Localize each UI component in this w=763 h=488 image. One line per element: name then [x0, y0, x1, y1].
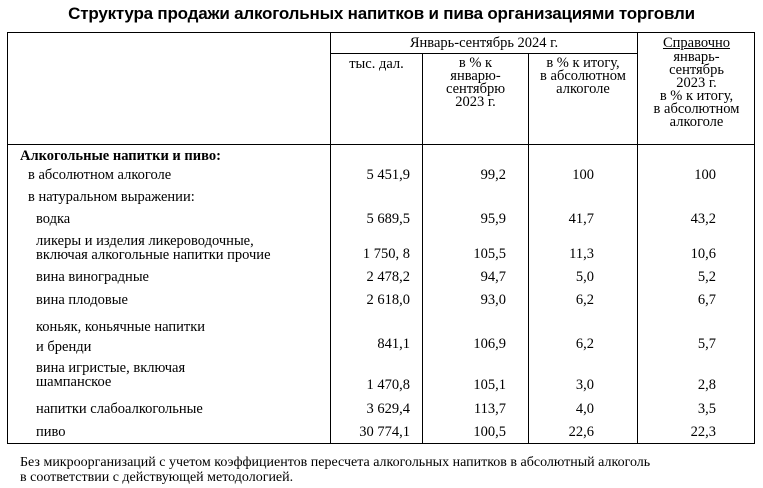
- cell-value: 10,6: [690, 246, 716, 262]
- cell-value: 100,5: [473, 424, 506, 440]
- reference-title: Справочно: [662, 35, 731, 51]
- cell-value: 113,7: [473, 401, 506, 417]
- cell-value: 4,0: [575, 401, 594, 417]
- label-line: и бренди: [36, 339, 92, 355]
- row-label-cognac: [36, 317, 205, 357]
- header-line: алкоголе: [556, 81, 610, 97]
- label-line: ликеры и изделия ликероводочные,: [36, 233, 254, 249]
- cell-value: 100: [694, 167, 716, 183]
- cell-value: 5,7: [697, 336, 716, 352]
- header-line: алкоголе: [669, 114, 724, 130]
- col-header-thousand-dal: тыс. дал.: [349, 56, 404, 72]
- footnote: [20, 455, 760, 485]
- col-header-reference: [638, 36, 755, 129]
- table-title: Структура продажи алкогольных напитков и пива организациями торговли: [68, 4, 695, 23]
- header-line: 2023 г.: [676, 75, 717, 91]
- col-divider: [330, 33, 331, 443]
- footnote-line: в соответствии с действующей методологией.: [20, 470, 294, 485]
- cell-value: 105,5: [473, 246, 506, 262]
- label-line: шампанское: [36, 374, 112, 390]
- cell-value: 3,0: [575, 377, 594, 393]
- cell-value: 2 618,0: [366, 292, 410, 308]
- cell-value: 5 689,5: [366, 211, 410, 227]
- header-line: январю-: [450, 68, 501, 84]
- header-line: в % к итогу,: [546, 55, 620, 71]
- cell-value: 5,2: [697, 269, 716, 285]
- label-line: включая алкогольные напитки прочие: [36, 247, 271, 263]
- cell-value: 11,3: [569, 246, 594, 262]
- cell-value: 6,2: [575, 336, 594, 352]
- header-line: в абсолютном: [540, 68, 626, 84]
- cell-value: 106,9: [473, 336, 506, 352]
- row-label-total: Алкогольные напитки и пиво:: [20, 148, 221, 164]
- cell-value: 22,6: [568, 424, 594, 440]
- cell-value: 2 478,2: [366, 269, 410, 285]
- cell-value: 5,0: [575, 269, 594, 285]
- col-header-pct-prev-year: [423, 57, 528, 109]
- row-label-fruit-wines: вина плодовые: [36, 292, 128, 308]
- row-label-liqueurs: [36, 234, 271, 262]
- cell-value: 841,1: [377, 336, 410, 352]
- cell-value: 2,8: [697, 377, 716, 393]
- header-line: в абсолютном: [653, 101, 740, 117]
- header-line: в % к итогу,: [659, 88, 734, 104]
- cell-value: 30 774,1: [359, 424, 410, 440]
- cell-value: 105,1: [473, 377, 506, 393]
- label-line: коньяк, коньячные напитки: [36, 319, 206, 335]
- header-line: в % к: [458, 55, 493, 71]
- row-label-grape-wines: вина виноградные: [36, 269, 149, 285]
- header-line: сентябрю: [445, 81, 506, 97]
- row-label-beer: пиво: [36, 424, 66, 440]
- row-label-vodka: водка: [36, 211, 71, 227]
- header-line: январь-: [673, 49, 720, 65]
- cell-value: 1 470,8: [366, 377, 410, 393]
- cell-value: 94,7: [480, 269, 506, 285]
- group-header-divider: [330, 53, 637, 54]
- cell-value: 6,7: [697, 292, 716, 308]
- cell-value: 93,0: [480, 292, 506, 308]
- row-label-absolute: в абсолютном алкоголе: [28, 167, 172, 183]
- cell-value: 43,2: [690, 211, 716, 227]
- cell-value: 1 750, 8: [362, 246, 410, 262]
- data-table: [7, 32, 755, 444]
- cell-value: 5 451,9: [366, 167, 410, 183]
- cell-value: 41,7: [568, 211, 594, 227]
- cell-value: 99,2: [480, 167, 506, 183]
- header-line: 2023 г.: [455, 94, 496, 110]
- cell-value: 95,9: [480, 211, 506, 227]
- row-label-sparkling: [36, 361, 185, 389]
- row-label-low-alcohol: напитки слабоалкогольные: [36, 401, 203, 417]
- header-line: сентябрь: [669, 62, 724, 78]
- footnote-line: Без микроорганизаций с учетом коэффициентов пересчета алкогольных напитков в абсолютный алкоголь: [20, 455, 651, 470]
- col-divider: [528, 145, 529, 443]
- cell-value: 3,5: [697, 401, 716, 417]
- cell-value: 3 629,4: [366, 401, 410, 417]
- cell-value: 6,2: [575, 292, 594, 308]
- cell-value: 100: [572, 167, 594, 183]
- row-label-natural: в натуральном выражении:: [28, 189, 195, 205]
- col-header-pct-total: [529, 57, 637, 96]
- col-divider: [422, 145, 423, 443]
- header-divider: [8, 144, 754, 145]
- cell-value: 22,3: [690, 424, 716, 440]
- group-header: Январь-сентябрь 2024 г.: [409, 35, 559, 51]
- label-line: вина игристые, включая: [36, 360, 186, 376]
